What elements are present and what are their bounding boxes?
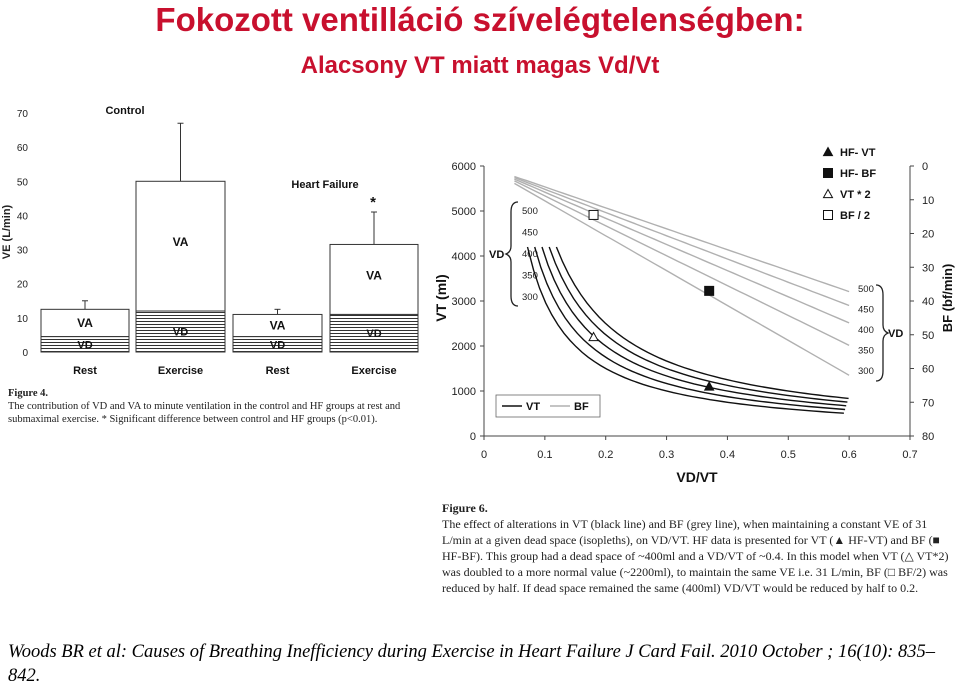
vd-brace-label-left: VD bbox=[489, 249, 505, 261]
bar-label-vd: VD bbox=[77, 339, 93, 352]
bar-label-va: VA bbox=[172, 235, 189, 250]
x-category-label: Rest bbox=[265, 365, 290, 377]
legend-bf-label: BF bbox=[574, 401, 589, 413]
y2-tick-label: 0 bbox=[922, 161, 929, 173]
x-tick-label: 0.4 bbox=[719, 449, 736, 461]
legend-marker-open-square bbox=[824, 211, 833, 220]
bar-label-va: VA bbox=[269, 318, 286, 333]
y2-tick-label: 20 bbox=[922, 228, 935, 241]
vt-isopleth-label: 300 bbox=[522, 292, 538, 303]
vt-isopleth-line bbox=[549, 247, 847, 402]
vt-isopleth-line bbox=[535, 247, 845, 410]
legend-vt-label: VT bbox=[526, 401, 541, 413]
y-tick-label: 50 bbox=[16, 177, 28, 189]
vt-isopleth-label: 400 bbox=[522, 249, 538, 260]
y-tick-label: 60 bbox=[16, 143, 28, 155]
y2-axis-label: BF (bf/min) bbox=[940, 263, 955, 333]
bar-label-va: VA bbox=[77, 315, 93, 330]
vt-isopleth-line bbox=[556, 247, 848, 398]
vt-isopleth-line bbox=[542, 247, 846, 406]
y2-tick-label: 50 bbox=[922, 329, 935, 342]
legend-marker-filled-square bbox=[824, 169, 833, 178]
bf-isopleth-label: 400 bbox=[858, 325, 874, 336]
bf-isopleth-label: 450 bbox=[858, 304, 874, 316]
figure6-caption bbox=[442, 500, 952, 596]
vd-brace-right bbox=[876, 285, 888, 381]
vt-isopleth-label: 500 bbox=[522, 206, 538, 217]
figure4-caption bbox=[8, 387, 428, 426]
bar-label-vd: VD bbox=[172, 326, 189, 339]
y-tick-label: 0 bbox=[22, 348, 28, 359]
legend-label: BF / 2 bbox=[840, 210, 870, 222]
y2-tick-label: 10 bbox=[922, 194, 935, 207]
y-tick-label: 4000 bbox=[451, 251, 476, 263]
vd-brace-label-right: VD bbox=[888, 328, 904, 340]
bf-isopleth-line bbox=[514, 183, 849, 375]
figure4-caption-title: Figure 4. bbox=[8, 388, 49, 399]
slide-title: Fokozott ventilláció szívelégtelenségben: bbox=[155, 1, 805, 38]
bf-isopleth-label: 500 bbox=[858, 284, 874, 295]
significance-asterisk: * bbox=[370, 194, 376, 212]
vt-isopleth-label: 450 bbox=[522, 227, 538, 239]
y-tick-label: 0 bbox=[469, 431, 476, 443]
y2-tick-label: 80 bbox=[922, 431, 935, 443]
figure6-caption-title: Figure 6. bbox=[442, 501, 488, 515]
x-category-label: Exercise bbox=[157, 365, 204, 377]
bf-isopleth-label: 350 bbox=[858, 345, 874, 357]
bar-label-vd: VD bbox=[269, 339, 286, 352]
group-label-control: Control bbox=[105, 105, 145, 117]
x-category-label: Rest bbox=[73, 365, 97, 377]
y-tick-label: 6000 bbox=[451, 161, 476, 173]
y2-tick-label: 40 bbox=[922, 296, 935, 308]
slide-subtitle: Alacsony VT miatt magas Vd/Vt bbox=[300, 52, 660, 79]
x-axis-label: VD/VT bbox=[676, 469, 718, 485]
bf-isopleth-line bbox=[514, 181, 849, 346]
y-tick-label: 5000 bbox=[451, 206, 476, 218]
y2-tick-label: 30 bbox=[922, 262, 935, 275]
y-tick-label: 40 bbox=[16, 211, 28, 223]
legend-marker-open-triangle bbox=[824, 190, 833, 198]
citation-footer: Woods BR et al: Causes of Breathing Inefficiency during Exercise in Heart Failure J Card Fail. 2010 October ; 16(10): 835–842. bbox=[8, 642, 936, 686]
x-tick-label: 0 bbox=[480, 449, 488, 461]
figure6-caption-text: The effect of alterations in VT (black line) and BF (grey line), when maintaining a constant VE of 31 L/min at a given dead space (isopleths), on VD/VT. HF data is presented for VT (▲ HF-VT) and BF (■ HF-BF). This group had a dead space of ~400ml and a VD/VT of ~0.4. In this model when VT (△ VT*2) was doubled to a more normal value (~2200ml), to maintain the same VE i.e. 31 L/min, BF (□ BF/2) was reduced by half. If dead space remained the same (400ml) VD/VT would be reduced by half to 0.2. bbox=[442, 517, 949, 595]
x-category-label: Exercise bbox=[351, 365, 397, 377]
x-tick-label: 0.5 bbox=[780, 449, 796, 461]
x-tick-label: 0.6 bbox=[841, 449, 857, 461]
bf-isopleth-line bbox=[514, 177, 849, 292]
x-tick-label: 0.2 bbox=[598, 449, 614, 461]
x-tick-label: 0.3 bbox=[658, 449, 675, 461]
y-tick-label: 30 bbox=[16, 245, 28, 257]
data-marker-filled-square bbox=[705, 286, 714, 295]
vt-isopleth-label: 350 bbox=[522, 270, 538, 282]
y2-tick-label: 70 bbox=[922, 397, 935, 410]
legend-label: VT * 2 bbox=[840, 189, 871, 201]
group-label-heart-failure: Heart Failure bbox=[291, 179, 359, 191]
y-tick-label: 3000 bbox=[451, 296, 476, 308]
y2-tick-label: 60 bbox=[922, 363, 935, 376]
vd-brace-left bbox=[506, 202, 518, 306]
y-tick-label: 2000 bbox=[451, 341, 476, 353]
legend-label: HF- BF bbox=[840, 168, 877, 180]
data-marker-open-square bbox=[589, 210, 598, 219]
y-axis-label: VE (L/min) bbox=[1, 204, 13, 260]
y-tick-label: 1000 bbox=[451, 386, 476, 398]
bf-isopleth-label: 300 bbox=[858, 366, 874, 377]
x-tick-label: 0.7 bbox=[902, 449, 918, 461]
y-tick-label: 70 bbox=[16, 109, 28, 120]
y-tick-label: 20 bbox=[16, 279, 28, 291]
legend-marker-filled-triangle bbox=[824, 148, 833, 156]
bf-isopleth-line bbox=[514, 178, 849, 306]
figure4-caption-text: The contribution of VD and VA to minute ventilation in the control and HF groups at rest and submaximal exercise. * Significant difference between control and HF groups (p<0.01). bbox=[8, 401, 401, 425]
bar-label-vd: VD bbox=[366, 328, 382, 341]
y-tick-label: 10 bbox=[16, 313, 28, 325]
y-axis-label: VT (ml) bbox=[433, 274, 449, 322]
legend-label: HF- VT bbox=[840, 147, 876, 159]
x-tick-label: 0.1 bbox=[537, 449, 553, 461]
bar-label-va: VA bbox=[366, 268, 382, 283]
